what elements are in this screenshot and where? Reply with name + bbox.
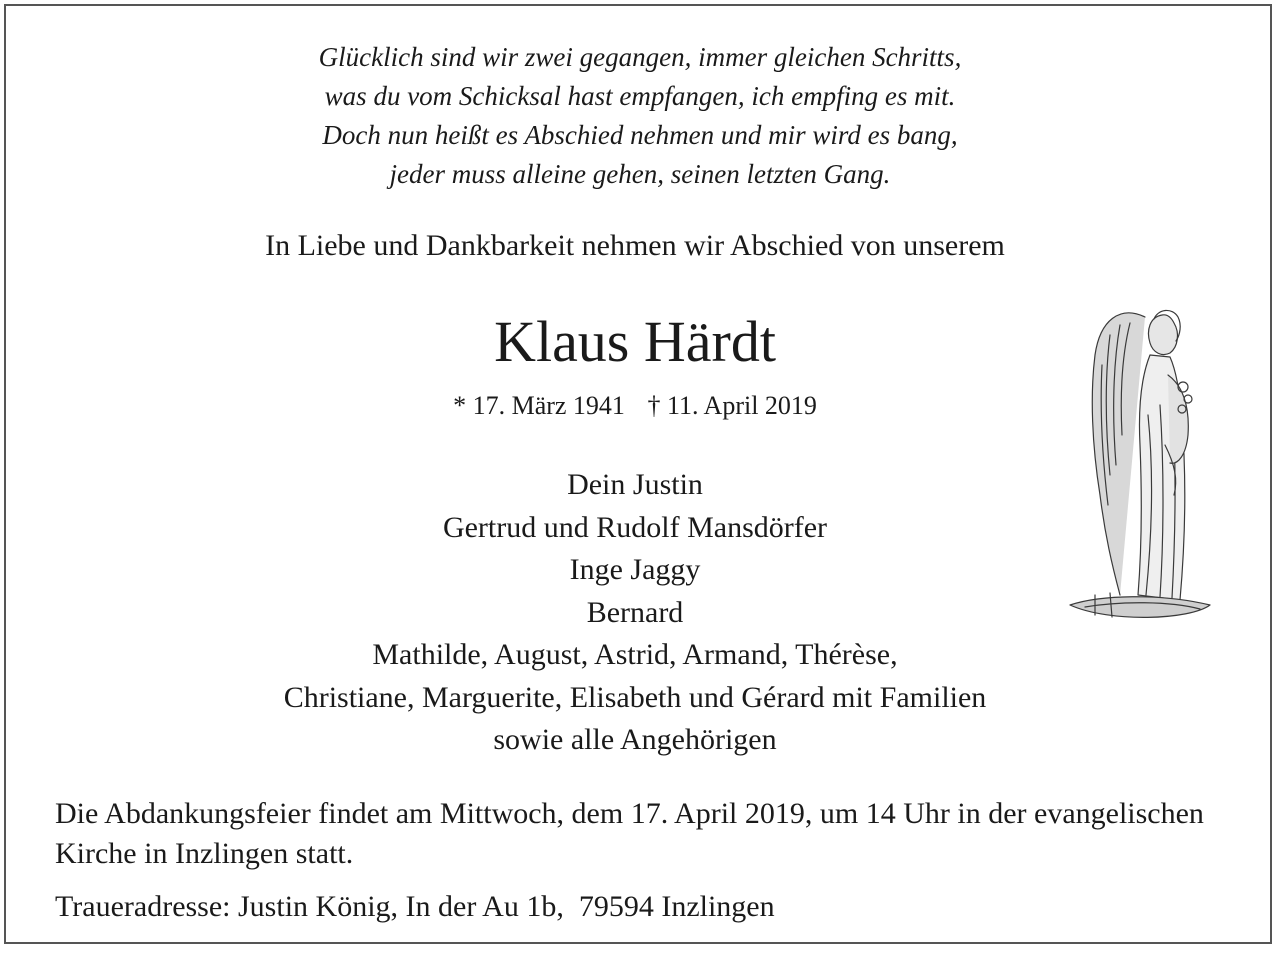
poem-line: Doch nun heißt es Abschied nehmen und mir wird es bang, xyxy=(322,120,958,150)
poem-line: jeder muss alleine gehen, seinen letzten Gang. xyxy=(389,159,891,189)
birth-date: * 17. März 1941 xyxy=(453,391,625,420)
mourner-line: Inge Jaggy xyxy=(569,553,701,586)
poem-line: was du vom Schicksal hast empfangen, ich empfing es mit. xyxy=(324,81,956,111)
mourner-line: Christiane, Marguerite, Elisabeth und Gérard mit Familien xyxy=(283,680,987,714)
mourning-address: Traueradresse: Justin König, In der Au 1b, 79594 Inzlingen xyxy=(55,890,775,923)
angel-statue-icon xyxy=(1050,295,1225,635)
mourner-line: Mathilde, August, Astrid, Armand, Thérèse, xyxy=(372,638,898,671)
poem-line: Glücklich sind wir zwei gegangen, immer gleichen Schritts, xyxy=(318,42,962,72)
intro-text: In Liebe und Dankbarkeit nehmen wir Abschied von unserem xyxy=(265,229,1005,262)
mourner-line: Gertrud und Rudolf Mansdörfer xyxy=(442,510,828,544)
mourner-line: Dein Justin xyxy=(567,468,703,501)
mourner-line: Bernard xyxy=(586,595,684,629)
poem xyxy=(0,38,1280,194)
mourner-line: sowie alle Angehörigen xyxy=(493,723,777,756)
ceremony-info: Die Abdankungsfeier findet am Mittwoch, dem 17. April 2019, um 14 Uhr in der evangelischen Kirche in Inzlingen statt. xyxy=(55,797,1204,870)
deceased-name: Klaus Härdt xyxy=(494,309,776,374)
death-date: † 11. April 2019 xyxy=(647,391,817,420)
